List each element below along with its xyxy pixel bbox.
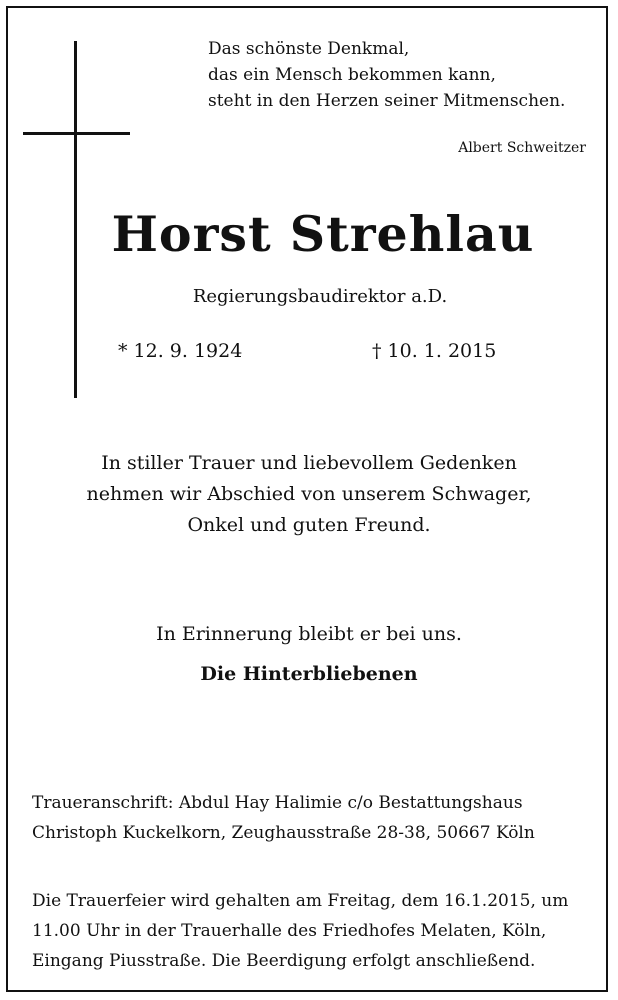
deceased-name [0, 205, 618, 263]
birth-date: * 12. 9. 1924 [118, 340, 243, 362]
mourning-text [0, 448, 618, 541]
deceased-title-text: Regierungsbaudirektor a.D. [192, 286, 448, 307]
mourning-line: In stiller Trauer und liebevollem Gedenken [101, 452, 517, 474]
service-line: 11.00 Uhr in der Trauerhalle des Friedhofes Melaten, Köln, [32, 921, 547, 941]
epigraph-quote [208, 36, 598, 114]
funeral-service-info [32, 886, 592, 976]
service-line: Eingang Piusstraße. Die Beerdigung erfolgt anschließend. [32, 951, 536, 971]
cross-icon-horizontal-bar [23, 132, 130, 135]
quote-line: steht in den Herzen seiner Mitmenschen. [208, 91, 566, 111]
mourning-line: Onkel und guten Freund. [187, 514, 431, 536]
service-line: Die Trauerfeier wird gehalten am Freitag, dem 16.1.2015, um [32, 891, 569, 911]
deceased-name-text: Horst Strehlau [111, 205, 535, 263]
address-line: Traueranschrift: Abdul Hay Halimie c/o Bestattungshaus [32, 793, 523, 813]
quote-author: Albert Schweitzer [458, 140, 586, 156]
mourning-line: nehmen wir Abschied von unserem Schwager, [86, 483, 532, 505]
deceased-title [0, 286, 618, 307]
memory-line: In Erinnerung bleibt er bei uns. [156, 623, 462, 645]
quote-line: das ein Mensch bekommen kann, [208, 65, 496, 85]
memory-block [0, 614, 618, 694]
address-line: Christoph Kuckelkorn, Zeughausstraße 28-38, 50667 Köln [32, 823, 535, 843]
signature: Die Hinterbliebenen [200, 663, 418, 685]
death-date: † 10. 1. 2015 [372, 340, 497, 362]
quote-line: Das schönste Denkmal, [208, 39, 410, 59]
mourning-address [32, 788, 592, 848]
